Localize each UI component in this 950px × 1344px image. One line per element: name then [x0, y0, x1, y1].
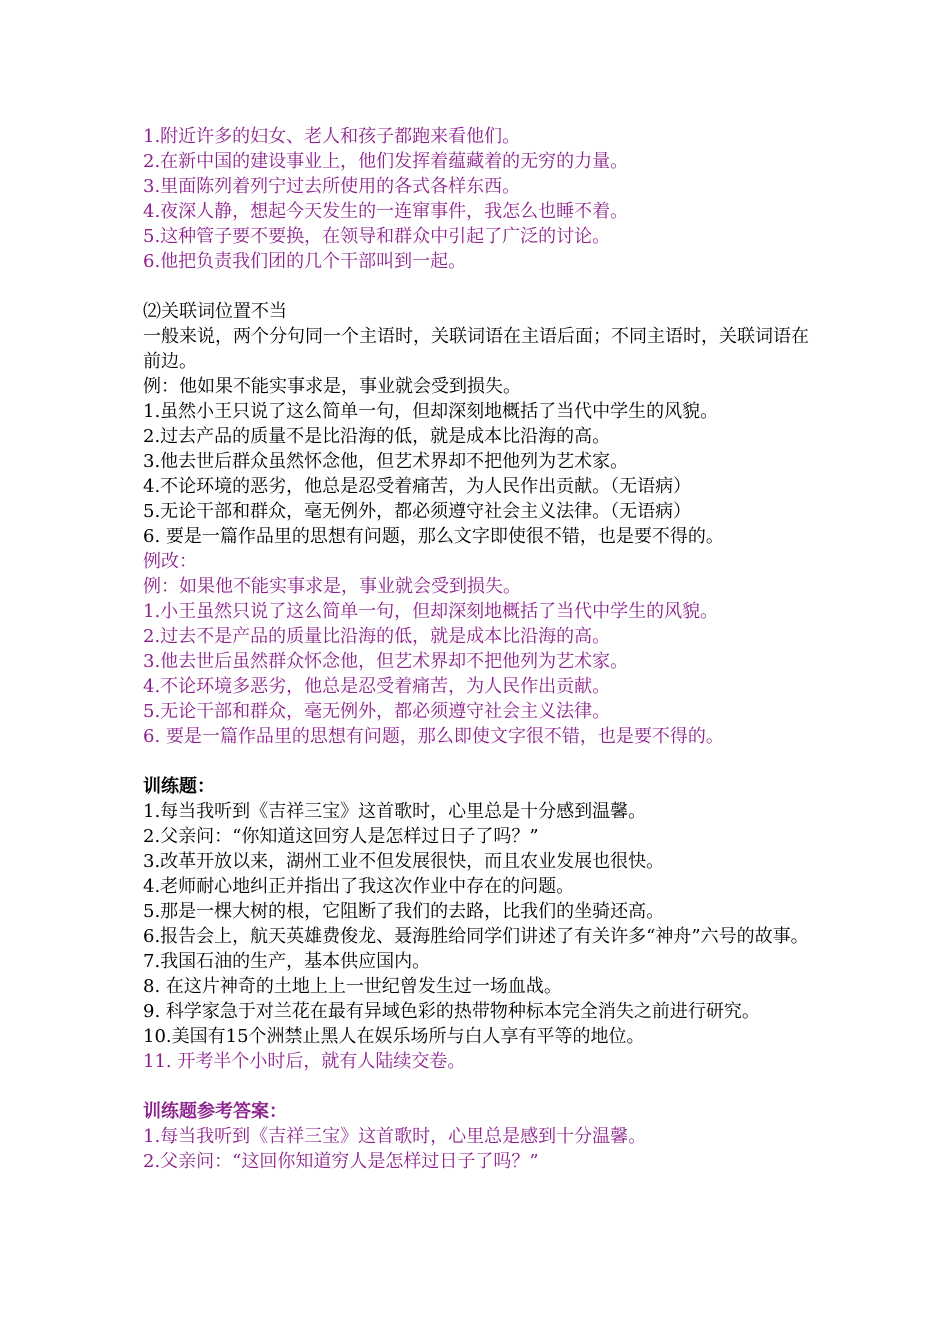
- training-item: 9. 科学家急于对兰花在最有异域色彩的热带物种标本完全消失之前进行研究。: [143, 1001, 760, 1022]
- training-item: 6.报告会上，航天英雄费俊龙、聂海胜给同学们讲述了有关许多“神舟”六号的故事。: [143, 926, 809, 947]
- training-heading: 训练题：: [143, 776, 215, 797]
- corrected-line: 1.小王虽然只说了这么简单一句，但却深刻地概括了当代中学生的风貌。: [143, 601, 719, 622]
- spacer: [143, 1074, 823, 1099]
- exercise-line: 1.虽然小王只说了这么简单一句，但却深刻地概括了当代中学生的风貌。: [143, 401, 719, 422]
- exercise-line: 6. 要是一篇作品里的思想有问题，那么文字即使很不错，也是要不得的。: [143, 526, 724, 547]
- document-page: [143, 124, 823, 1174]
- training-item: 5.那是一棵大树的根，它阻断了我们的去路，比我们的坐骑还高。: [143, 901, 665, 922]
- training-item: 4.老师耐心地纠正并指出了我这次作业中存在的问题。: [143, 876, 575, 897]
- answer-line: 4.夜深人静，想起今天发生的一连窜事件，我怎么也睡不着。: [143, 201, 629, 222]
- training-item: 2.父亲问：“你知道这回穷人是怎样过日子了吗？”: [143, 826, 539, 847]
- example-text: 例：他如果不能实事求是，事业就会受到损失。: [143, 376, 521, 397]
- answers-section: [143, 1099, 823, 1174]
- training-section: [143, 774, 823, 1074]
- corrected-line: 3.他去世后虽然群众怀念他，但艺术界却不把他列为艺术家。: [143, 651, 629, 672]
- exercise-line: 2.过去产品的质量不是比沿海的低，就是成本比沿海的高。: [143, 426, 611, 447]
- corrected-line: 4.不论环境多恶劣，他总是忍受着痛苦，为人民作出贡献。: [143, 676, 611, 697]
- corrected-line: 5.无论干部和群众，毫无例外，都必须遵守社会主义法律。: [143, 701, 611, 722]
- answer-line: 3.里面陈列着列宁过去所使用的各式各样东西。: [143, 176, 521, 197]
- training-item: 7.我国石油的生产，基本供应国内。: [143, 951, 431, 972]
- training-item: 10.美国有15个洲禁止黑人在娱乐场所与白人享有平等的地位。: [143, 1026, 645, 1047]
- exercise-line: 4.不论环境的恶劣，他总是忍受着痛苦，为人民作出贡献。（无语病）: [143, 476, 692, 497]
- corrected-line: 2.过去不是产品的质量比沿海的低，就是成本比沿海的高。: [143, 626, 611, 647]
- answer-line: 1.附近许多的妇女、老人和孩子都跑来看他们。: [143, 126, 521, 147]
- corrections-label: 例改：: [143, 551, 197, 572]
- rule-text: 一般来说，两个分句同一个主语时，关联词语在主语后面；不同主语时，关联词语在前边。: [143, 326, 809, 372]
- section-heading: ⑵关联词位置不当: [143, 301, 287, 322]
- exercise-line: 5.无论干部和群众，毫无例外，都必须遵守社会主义法律。（无语病）: [143, 501, 692, 522]
- answer-line: 5.这种管子要不要换，在领导和群众中引起了广泛的讨论。: [143, 226, 611, 247]
- training-item: 3.改革开放以来，湖州工业不但发展很快，而且农业发展也很快。: [143, 851, 665, 872]
- corrections-block: [143, 549, 823, 749]
- training-item: 8. 在这片神奇的土地上上一世纪曾发生过一场血战。: [143, 976, 562, 997]
- spacer: [143, 274, 823, 299]
- corrected-line: 6. 要是一篇作品里的思想有问题，那么即使文字很不错，也是要不得的。: [143, 726, 724, 747]
- corrected-example: 例：如果他不能实事求是，事业就会受到损失。: [143, 576, 521, 597]
- conjunction-position-section: [143, 299, 823, 749]
- answer-item: 1.每当我听到《吉祥三宝》这首歌时，心里总是感到十分温馨。: [143, 1126, 647, 1147]
- answer-line: 6.他把负责我们团的几个干部叫到一起。: [143, 251, 467, 272]
- training-item: 11. 开考半个小时后，就有人陆续交卷。: [143, 1051, 466, 1072]
- corrected-answers-block: [143, 124, 823, 274]
- answers-heading: 训练题参考答案：: [143, 1101, 287, 1122]
- training-item: 1.每当我听到《吉祥三宝》这首歌时，心里总是十分感到温馨。: [143, 801, 647, 822]
- answer-line: 2.在新中国的建设事业上，他们发挥着蕴藏着的无穷的力量。: [143, 151, 629, 172]
- exercise-line: 3.他去世后群众虽然怀念他，但艺术界却不把他列为艺术家。: [143, 451, 629, 472]
- answer-item: 2.父亲问：“这回你知道穷人是怎样过日子了吗？”: [143, 1151, 539, 1172]
- spacer: [143, 749, 823, 774]
